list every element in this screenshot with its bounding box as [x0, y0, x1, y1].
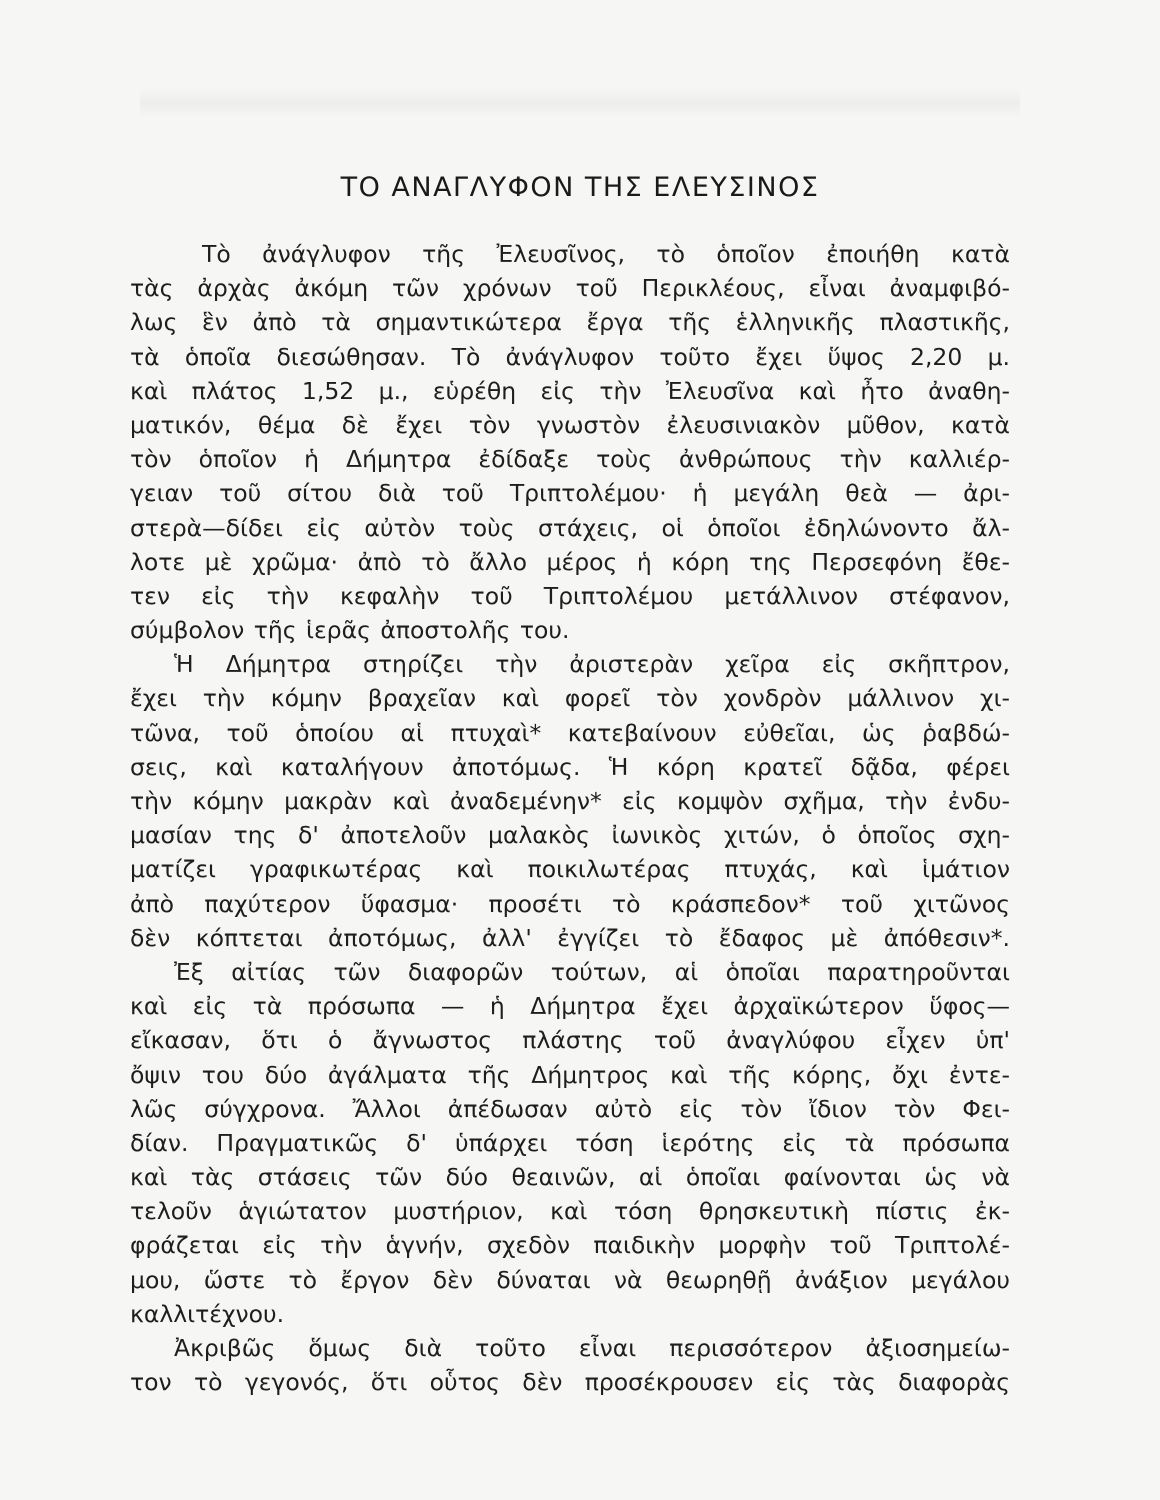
text-line: τὴν κόμην μακρὰν καὶ ἀναδεμένην* εἰς κομψὸν σχῆμα, τὴν ἐνδυ-: [130, 787, 1010, 815]
text-line: καὶ τὰς στάσεις τῶν δύο θεαινῶν, αἱ ὁποῖαι φαίνονται ὡς νὰ: [130, 1163, 1010, 1192]
text-line: λῶς σύγχρονα. Ἄλλοι ἀπέδωσαν αὐτὸ εἰς τὸν ἴδιον τὸν Φει-: [130, 1094, 1010, 1123]
text-line: ὄψιν του δύο ἀγάλματα τῆς Δήμητρος καὶ τῆς κόρης, ὄχι ἐντε-: [130, 1060, 1010, 1089]
text-line: δίαν. Πραγματικῶς δ' ὑπάρχει τόση ἱερότης εἰς τὰ πρόσωπα: [130, 1128, 1010, 1157]
text-line: Τὸ ἀνάγλυφον τῆς Ἐλευσῖνος, τὸ ὁποῖον ἐποιήθη κατὰ: [202, 240, 1010, 268]
text-line: καὶ εἰς τὰ πρόσωπα — ἡ Δήμητρα ἔχει ἀρχαϊκώτερον ὕφος—: [130, 992, 1010, 1021]
text-line: μασίαν της δ' ἀποτελοῦν μαλακὸς ἰωνικὸς χιτών, ὁ ὁποῖος σχη-: [130, 821, 1010, 850]
text-line: τῶνα, τοῦ ὁποίου αἱ πτυχαὶ* κατεβαίνουν εὐθεῖαι, ὡς ῥαβδώ-: [130, 718, 1010, 747]
article-body: [130, 237, 1010, 1399]
paragraph: [130, 237, 1010, 647]
text-line: ἔχει τὴν κόμην βραχεῖαν καὶ φορεῖ τὸν χονδρὸν μάλλινον χι-: [130, 684, 1010, 713]
text-line: λοτε μὲ χρῶμα· ἀπὸ τὸ ἄλλο μέρος ἡ κόρη της Περσεφόνη ἔθε-: [130, 547, 1010, 576]
text-line: τελοῦν ἁγιώτατον μυστήριον, καὶ τόση θρησκευτικὴ πίστις ἐκ-: [130, 1197, 1010, 1226]
page-title: ΤΟ ΑΝΑΓΛΥΦΟΝ ΤΗΣ ΕΛΕΥΣΙΝΟΣ: [340, 172, 820, 203]
text-line: φράζεται εἰς τὴν ἁγνήν, σχεδὸν παιδικὴν μορφὴν τοῦ Τριπτολέ-: [130, 1231, 1010, 1260]
text-line: σεις, καὶ καταλήγουν ἀποτόμως. Ἡ κόρη κρατεῖ δᾷδα, φέρει: [130, 752, 1010, 781]
text-line: τεν εἰς τὴν κεφαλὴν τοῦ Τριπτολέμου μετάλλινον στέφανον,: [130, 581, 1010, 610]
text-line: μου, ὥστε τὸ ἔργον δὲν δύναται νὰ θεωρηθῇ ἀνάξιον μεγάλου: [130, 1265, 1010, 1294]
text-line: τὰς ἀρχὰς ἀκόμη τῶν χρόνων τοῦ Περικλέους, εἶναι ἀναμφιβό-: [130, 274, 1010, 303]
text-line: Ἡ Δήμητρα στηρίζει τὴν ἀριστερὰν χεῖρα εἰς σκῆπτρον,: [174, 650, 1010, 679]
text-line: ματίζει γραφικωτέρας καὶ ποικιλωτέρας πτυχάς, καὶ ἱμάτιον: [130, 855, 1010, 884]
text-line: τον τὸ γεγονός, ὅτι οὗτος δὲν προσέκρουσεν εἰς τὰς διαφορὰς: [130, 1368, 1010, 1397]
text-line: καὶ πλάτος 1,52 μ., εὑρέθη εἰς τὴν Ἐλευσῖνα καὶ ἦτο ἀναθη-: [130, 376, 1010, 405]
paragraph: [130, 1331, 1010, 1399]
text-line: σύμβολον τῆς ἱερᾶς ἀποστολῆς του.: [130, 616, 570, 645]
text-line: ἀπὸ παχύτερον ὕφασμα· προσέτι τὸ κράσπεδον* τοῦ χιτῶνος: [130, 889, 1010, 918]
paragraph: [130, 647, 1010, 955]
text-line: ματικόν, θέμα δὲ ἔχει τὸν γνωστὸν ἐλευσινιακὸν μῦθον, κατὰ: [130, 410, 1010, 439]
text-line: στερὰ—δίδει εἰς αὐτὸν τοὺς στάχεις, οἱ ὁποῖοι ἐδηλώνοντο ἄλ-: [130, 513, 1010, 542]
text-line: καλλιτέχνου.: [130, 1299, 285, 1328]
text-line: Ἐξ αἰτίας τῶν διαφορῶν τούτων, αἱ ὁποῖαι παρατηροῦνται: [174, 957, 1010, 986]
text-line: τὰ ὁποῖα διεσώθησαν. Τὸ ἀνάγλυφον τοῦτο ἔχει ὕψος 2,20 μ.: [130, 342, 1010, 371]
text-line: εἴκασαν, ὅτι ὁ ἄγνωστος πλάστης τοῦ ἀναγλύφου εἶχεν ὑπ': [130, 1026, 1010, 1055]
text-line: τὸν ὁποῖον ἡ Δήμητρα ἐδίδαξε τοὺς ἀνθρώπους τὴν καλλιέρ-: [130, 445, 1010, 474]
text-line: δὲν κόπτεται ἀποτόμως, ἀλλ' ἐγγίζει τὸ ἔδαφος μὲ ἀπόθεσιν*.: [130, 923, 1010, 952]
bleed-through-shadow: [140, 88, 1020, 118]
text-line: λως ἓν ἀπὸ τὰ σημαντικώτερα ἔργα τῆς ἑλληνικῆς πλαστικῆς,: [130, 308, 1010, 337]
text-line: γειαν τοῦ σίτου διὰ τοῦ Τριπτολέμου· ἡ μεγάλη θεὰ — ἀρι-: [130, 479, 1010, 508]
paragraph: [130, 955, 1010, 1331]
text-line: Ἀκριβῶς ὅμως διὰ τοῦτο εἶναι περισσότερον ἀξιοσημείω-: [174, 1334, 1010, 1362]
